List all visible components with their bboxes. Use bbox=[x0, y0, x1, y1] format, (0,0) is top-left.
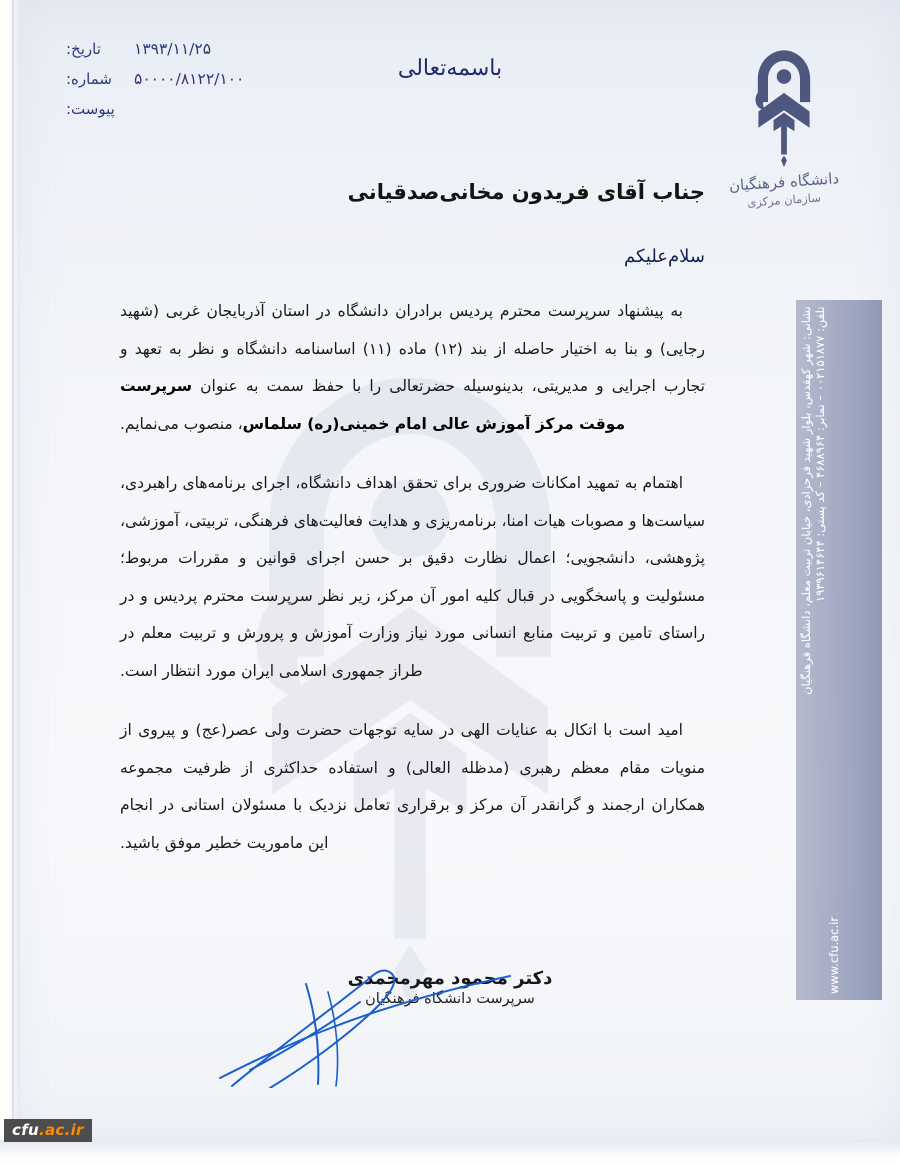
meta-value-date: ۱۳۹۳/۱۱/۲۵ bbox=[134, 40, 212, 58]
contact-sidebar bbox=[796, 300, 882, 1000]
greeting-line: سلام‌علیکم bbox=[623, 246, 705, 267]
sidebar-website: www.cfu.ac.ir bbox=[827, 916, 842, 994]
signature-block bbox=[0, 968, 900, 1007]
basmala-heading: باسمه‌تعالی bbox=[397, 56, 503, 81]
addressee-line: جناب آقای فریدون مخانی‌صدقیانی bbox=[347, 180, 705, 204]
letter-body bbox=[120, 180, 705, 884]
paragraph-3 bbox=[120, 712, 705, 862]
header-meta bbox=[66, 40, 316, 130]
logo-subtitle: سازمان مرکزی bbox=[746, 190, 822, 210]
sidebar-address: نشانی: شهر کهقدس، بلوار شهید فرحزادی، خیابان تربیت معلم، دانشگاه فرهنگیان bbox=[799, 306, 813, 695]
paragraph-1 bbox=[120, 293, 705, 443]
emphasised-text: سرپرست موقت مرکز آموزش عالی امام خمینی(ره) سلماس bbox=[120, 377, 626, 433]
meta-label-number: شماره: bbox=[66, 70, 112, 88]
meta-label-attachment: پیوست: bbox=[66, 100, 115, 118]
watermark-badge-secondary: .ac.ir bbox=[39, 1120, 84, 1139]
meta-value-number: ۵۰۰۰۰/۸۱۲۲/۱۰۰ bbox=[134, 70, 245, 88]
watermark-badge-primary: cfu bbox=[12, 1120, 39, 1139]
sidebar-contact: تلفن: ۰۰۲۱۵۱۸۷۷ – نمابر: ۴۶۸۸۹۶۴ – کد پستی: ۱۹۳۹۶۱۴۶۴۴ bbox=[813, 306, 828, 602]
meta-label-date: تاریخ: bbox=[66, 40, 101, 58]
body-text: ، منصوب می‌نمایم. bbox=[120, 414, 243, 433]
signatory-name: دکتر محمود مهرمحمدی bbox=[347, 968, 553, 989]
signatory-title: سرپرست دانشگاه فرهنگیان bbox=[365, 991, 535, 1007]
body-text: اهتمام به تمهید امکانات ضروری برای تحقق اهداف دانشگاه، اجرای برنامه‌های راهبردی، سیاست‌ها و مصوبات هیات امنا، برنامه‌ریزی و هدایت فعالیت‌های فرهنگی، تربیتی، آموزشی، پژوهشی، دانشجویی؛ اعمال نظارت دقیق بر حسن اجرای قوانین و مقررات مربوط؛ مسئولیت و پاسخگویی در قبال کلیه امور آن مرکز، زیر نظر سرپرست محترم پردیس و در راستای تامین و تربیت منابع انسانی مورد نیاز وزارت آموزش و پرورش و تربیت معلم در طراز جمهوری اسلامی ایران مورد انتظار است. bbox=[120, 474, 705, 680]
meta-row-attachment bbox=[66, 100, 316, 119]
body-text: به پیشنهاد سرپرست محترم پردیس برادران دانشگاه در استان آذربایجان غربی (شهید رجایی) و بنا به اختیار حاصله از بند (۱۲) ماده (۱۱) اساسنامه دانشگاه و نظر به تعهد و تجارب اجرایی و مدیریتی، بدینوسیله حضرتعالی را با حفظ سمت به عنوان bbox=[120, 302, 705, 395]
body-text: امید است با اتکال به عنایات الهی در سایه توجهات حضرت ولی عصر(عج) و پیروی از منویات مقام معظم رهبری (مدظله العالی) و استفاده حداکثری از ظرفیت مجموعه همکاران ارجمند و گرانقدر آن مرکز و برقراری تعامل نزدیک با مسئولان استانی در انجام این ماموریت خطیر موفق باشید. bbox=[120, 721, 705, 852]
logo-university-name: دانشگاه فرهنگیان bbox=[728, 169, 840, 195]
paragraph-2 bbox=[120, 465, 705, 690]
watermark-badge bbox=[4, 1119, 92, 1143]
scan-bottom-edge bbox=[0, 1140, 900, 1164]
